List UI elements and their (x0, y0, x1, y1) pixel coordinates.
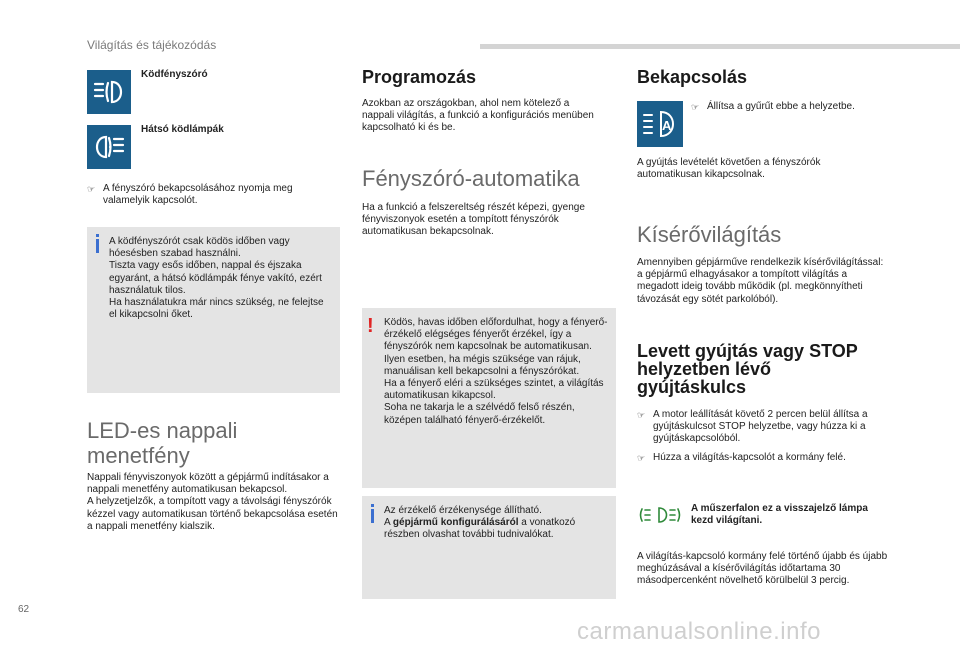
ignition-off-heading: Levett gyújtás vagy STOP helyzetben lévő gyújtáskulcs (637, 341, 858, 397)
auto-headlamp-text: Ha a funkció a felszereltség részét képezi, gyenge fényviszonyok esetén a tompított fényszórók automatikusan bekapcsolnak. (362, 202, 585, 238)
indicator-lamp-text: A műszerfalon ez a visszajelző lámpa kezd világítani. (691, 503, 868, 527)
warning-text: Ködös, havas időben előfordulhat, hogy a fényerő-érzékelő elégséges fényerőt érzékel, így a fényszórók nem kapcsolnak be automatikusan. Ilyen esetben, ha mégis szüksége van rájuk, manuálisan kell bekapcsolni a fényszórókat. Ha a fényerő eléri a szükséges szintet, a világítás automatikusan kikapcsol. Soha ne takarja le a szélvédő felső részén, középen található fényerő-érzékelőt. (384, 317, 608, 426)
duration-text: A világítás-kapcsoló kormány felé történő újabb és újabb meghúzásával a kísérővilágítás időtartama 30 másodpercenként növelhető körülbelül 3 percig. (637, 551, 888, 587)
dipped-beam-indicator-icon (639, 505, 681, 525)
fog-bullet (87, 183, 337, 207)
rear-fog-light-icon (87, 125, 131, 169)
stop-bullet-1-text: A motor leállítását követő 2 percen belül állítsa a gyújtáskulcsot STOP helyzetbe, vagy húzza ki a gyújtáskapcsolóból. (653, 409, 868, 445)
sensor-info-text (384, 505, 609, 542)
fog-info-box (87, 227, 340, 393)
stop-bullet-2 (637, 452, 897, 464)
led-text: Nappali fényviszonyok között a gépjármű indításakor a nappali menetfény automatikusan bekapcsol. A helyzetjelzők, a tompított vagy a távolsági fényszórók kézzel vagy automatikusan történő bekapcsolása esetén a nappali menetfény kialszik. (87, 472, 338, 532)
programming-heading: Programozás (362, 67, 477, 87)
section-title: Világítás és tájékozódás (87, 38, 217, 52)
bullet-icon: ☞ (637, 410, 646, 420)
programming-text: Azokban az országokban, ahol nem kötelező a nappali világítás, a funkció a konfigurációs menüben kapcsolható ki és be. (362, 98, 594, 134)
switch-on-bullet (691, 101, 891, 113)
svg-text:A: A (662, 118, 672, 133)
front-fog-label: Ködfényszóró (141, 69, 208, 80)
stop-bullet-1 (637, 409, 897, 446)
bullet-icon: ☞ (637, 453, 646, 463)
follow-me-heading: Kísérővilágítás (637, 222, 782, 247)
bullet-icon: ☞ (691, 102, 700, 112)
sensor-info-box (362, 496, 616, 599)
follow-me-text: Amennyiben gépjárműve rendelkezik kísérővilágítással: a gépjármű elhagyásakor a tompított világítás a megadott ideig tovább működik (pl. megkönnyítheti távozását egy sötét parkolóból). (637, 257, 884, 305)
front-fog-light-icon (87, 70, 131, 114)
watermark: carmanualsonline.info (577, 618, 821, 645)
header-divider (480, 44, 960, 49)
sensor-info-link: gépjármű konfigurálásáról (392, 517, 519, 529)
sensor-info-post: a vonatkozó részben olvashat további tudnivalókat. (384, 517, 576, 541)
info-icon (371, 509, 374, 523)
fog-bullet-text: A fényszóró bekapcsolásához nyomja meg valamelyik kapcsolót. (103, 183, 293, 207)
fog-info-text: A ködfényszórót csak ködös időben vagy hóesésben szabad használni. Tiszta vagy esős időben, nappal és éjszaka egyaránt, a hátsó ködlámpák fénye vakító, ezért használatuk tilos. Ha használatukra már nincs szükség, ne felejtse el kikapcsolni őket. (109, 236, 324, 321)
switch-on-heading: Bekapcsolás (637, 67, 748, 87)
warning-icon: ! (367, 315, 374, 337)
sensor-info-pre: Az érzékelő érzékenysége állítható. A (384, 505, 542, 529)
warning-box (362, 308, 616, 488)
switch-on-bullet-text: Állítsa a gyűrűt ebbe a helyzetbe. (707, 101, 855, 112)
auto-headlamp-heading: Fényszóró-automatika (362, 166, 580, 191)
switch-on-text: A gyújtás levételét követően a fényszórók automatikusan kikapcsolnak. (637, 157, 821, 181)
stop-bullet-2-text: Húzza a világítás-kapcsolót a kormány felé. (653, 452, 846, 463)
led-heading: LED-es nappali menetfény (87, 418, 238, 468)
page-number: 62 (18, 604, 30, 615)
info-icon-dot (371, 504, 374, 507)
info-icon-dot (96, 234, 99, 237)
info-icon (96, 239, 99, 253)
auto-light-icon (637, 101, 683, 147)
bullet-icon: ☞ (87, 184, 96, 194)
rear-fog-label: Hátsó ködlámpák (141, 124, 224, 135)
